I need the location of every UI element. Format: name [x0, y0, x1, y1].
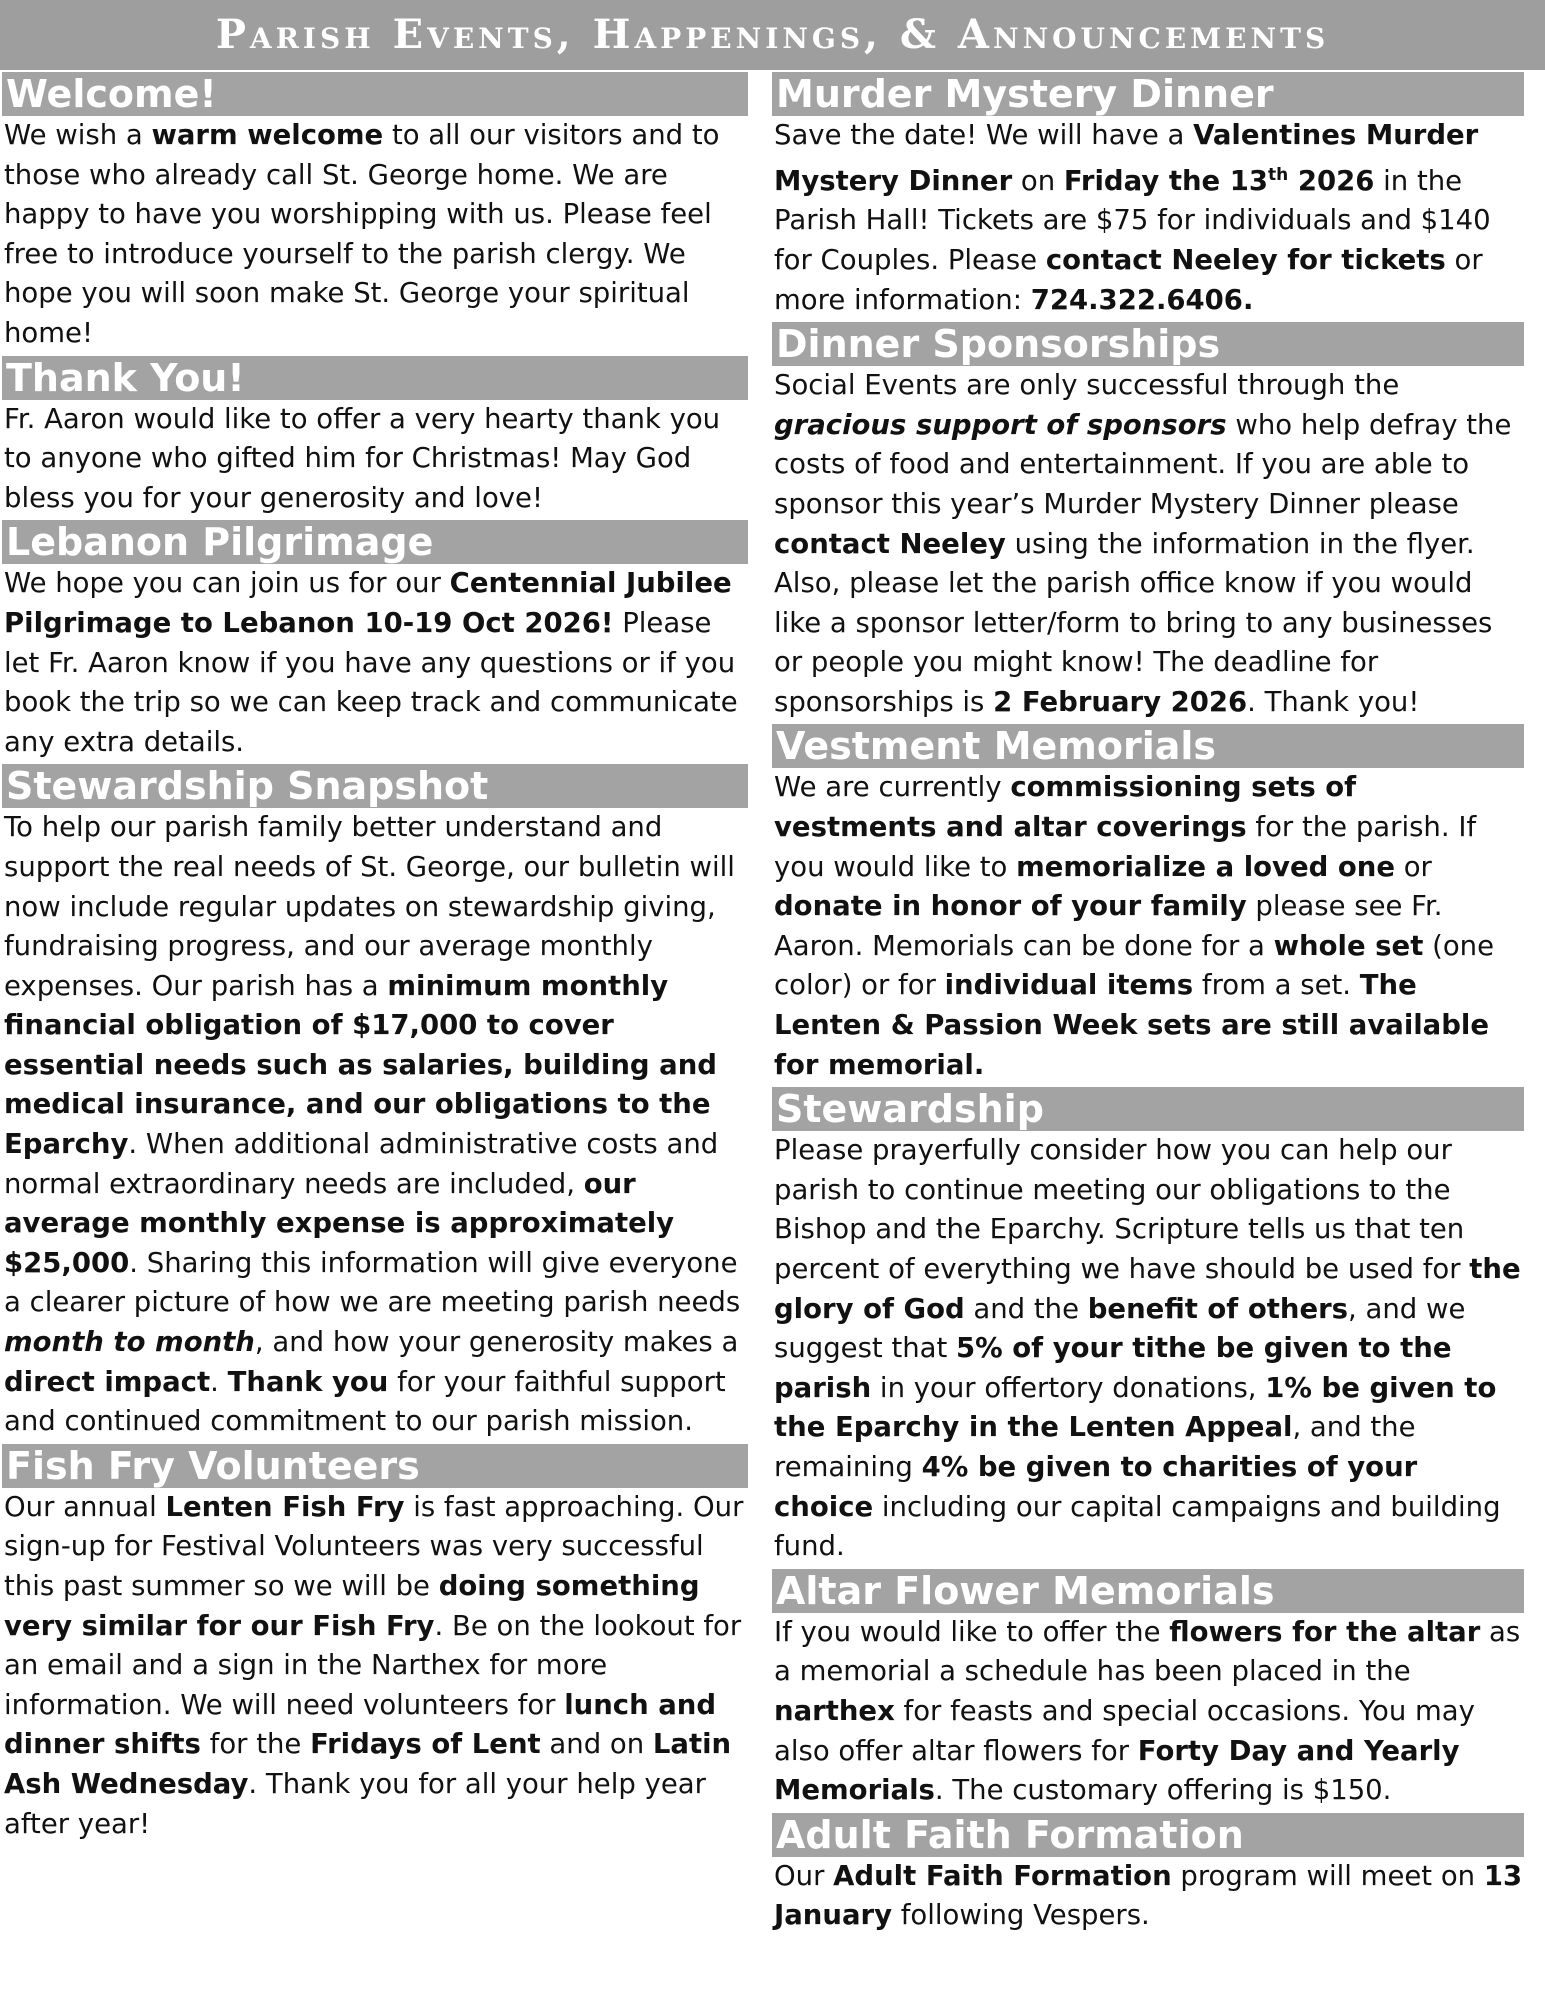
section-heading: Stewardship [772, 1087, 1524, 1131]
section-body: Save the date! We will have a Valentines Murder Mystery Dinner on Friday the 13th 2026 in the Parish Hall! Tickets are $75 for individuals and $140 for Couples. Please contact Neeley for tickets or more information: 724.322.6406. [774, 119, 1491, 316]
section-fish-fry [2, 1444, 748, 1844]
section-heading: Altar Flower Memorials [772, 1569, 1524, 1613]
section-thank-you [2, 356, 748, 519]
section-body: We wish a warm welcome to all our visitors and to those who already call St. George home. We are happy to have you worshipping with us. Please feel free to introduce yourself to the parish clergy. We hope you will soon make St. George your spiritual home! [4, 119, 720, 349]
section-body: Social Events are only successful through the gracious support of sponsors who help defray the costs of food and entertainment. If you are able to sponsor this year’s Murder Mystery Dinner please contact Neeley using the information in the flyer. Also, please let the parish office know if you would like a sponsor letter/form to bring to any businesses or people you might know! The deadline for sponsorships is 2 February 2026. Thank you! [774, 369, 1512, 718]
section-welcome [2, 72, 748, 354]
section-body: Please prayerfully consider how you can help our parish to continue meeting our obligations to the Bishop and the Eparchy. Scripture tells us that ten percent of everything we have should be used for the glory of God and the benefit of others, and we suggest that 5% of your tithe be given to the parish in your offertory donations, 1% be given to the Eparchy in the Lenten Appeal, and the remaining 4% be given to charities of your choice including our capital campaigns and building fund. [774, 1134, 1521, 1563]
left-column [2, 72, 748, 1846]
section-body: To help our parish family better understand and support the real needs of St. George, our bulletin will now include regular updates on stewardship giving, fundraising progress, and our average monthly expenses. Our parish has a minimum monthly financial obligation of $17,000 to cover essential needs such as salaries, building and medical insurance, and our obligations to the Eparchy. When additional administrative costs and normal extraordinary needs are included, our average monthly expense is approximately $25,000. Sharing this information will give everyone a clearer picture of how we are meeting parish needs month to month, and how your generosity makes a direct impact. Thank you for your faithful support and continued commitment to our parish mission. [4, 811, 741, 1438]
section-heading: Lebanon Pilgrimage [2, 520, 748, 564]
section-heading: Fish Fry Volunteers [2, 1444, 748, 1488]
page-banner: Parish Events, Happenings, & Announcements [0, 0, 1545, 70]
section-body: Our Adult Faith Formation program will meet on 13 January following Vespers. [774, 1859, 1523, 1932]
section-lebanon-pilgrimage [2, 520, 748, 762]
section-stewardship [772, 1087, 1524, 1567]
section-heading: Thank You! [2, 356, 748, 400]
section-body: We are currently commissioning sets of vestments and altar coverings for the parish. If you would like to memorialize a loved one or donate in honor of your family please see Fr. Aaron. Memorials can be done for a whole set (one color) or for individual items from a set. The Lenten & Passion Week sets are still available for memorial. [774, 771, 1495, 1081]
section-vestment-memorials [772, 724, 1524, 1085]
section-murder-mystery [772, 72, 1524, 320]
section-body: Our annual Lenten Fish Fry is fast approaching. Our sign-up for Festival Volunteers was very successful this past summer so we will be doing something very similar for our Fish Fry. Be on the lookout for an email and a sign in the Narthex for more information. We will need volunteers for lunch and dinner shifts for the Fridays of Lent and on Latin Ash Wednesday. Thank you for all your help year after year! [4, 1490, 744, 1840]
section-altar-flowers [772, 1569, 1524, 1811]
section-heading: Vestment Memorials [772, 724, 1524, 768]
section-heading: Dinner Sponsorships [772, 322, 1524, 366]
section-adult-faith-formation [772, 1813, 1524, 1936]
section-heading: Murder Mystery Dinner [772, 72, 1524, 116]
section-body: Fr. Aaron would like to offer a very hearty thank you to anyone who gifted him for Christmas! May God bless you for your generosity and love! [4, 402, 721, 514]
section-dinner-sponsorships [772, 322, 1524, 722]
section-heading: Adult Faith Formation [772, 1813, 1524, 1857]
section-heading: Welcome! [2, 72, 748, 116]
section-body: If you would like to offer the flowers for the altar as a memorial a schedule has been placed in the narthex for feasts and special occasions. You may also offer altar flowers for Forty Day and Yearly Memorials. The customary offering is $150. [774, 1615, 1521, 1807]
section-body: We hope you can join us for our Centennial Jubilee Pilgrimage to Lebanon 10-19 Oct 2026! Please let Fr. Aaron know if you have any questions or if you book the trip so we can keep track and communicate any extra details. [4, 567, 738, 758]
right-column [772, 72, 1524, 1938]
section-stewardship-snapshot [2, 764, 748, 1442]
section-heading: Stewardship Snapshot [2, 764, 748, 808]
